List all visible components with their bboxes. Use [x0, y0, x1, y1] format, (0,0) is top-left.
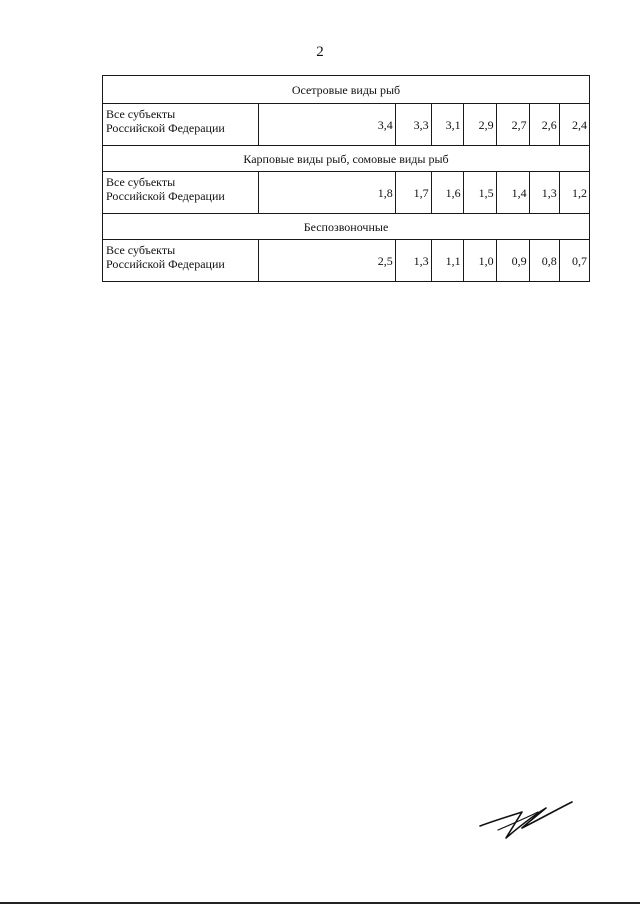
table-row [103, 104, 590, 146]
value-cell: 1,1 [431, 240, 463, 282]
page-bottom-edge [0, 902, 640, 904]
region-line: Российской Федерации [106, 189, 225, 203]
region-line: Все субъекты [106, 175, 176, 189]
value-cell: 1,5 [463, 172, 496, 214]
value-cell: 2,5 [258, 240, 395, 282]
region-line: Все субъекты [106, 243, 176, 257]
region-line: Российской Федерации [106, 257, 225, 271]
region-cell [103, 172, 259, 214]
value-cell: 0,8 [529, 240, 559, 282]
value-cell: 3,3 [395, 104, 431, 146]
value-cell: 0,9 [496, 240, 529, 282]
value-cell: 1,8 [258, 172, 395, 214]
section-title: Осетровые виды рыб [103, 76, 590, 104]
coefficients-table [102, 75, 590, 282]
section-title: Карповые виды рыб, сомовые виды рыб [103, 146, 590, 172]
value-cell: 1,4 [496, 172, 529, 214]
value-cell: 1,0 [463, 240, 496, 282]
section-header-row [103, 76, 590, 104]
value-cell: 1,7 [395, 172, 431, 214]
section-header-row [103, 146, 590, 172]
value-cell: 2,6 [529, 104, 559, 146]
region-cell [103, 104, 259, 146]
value-cell: 1,6 [431, 172, 463, 214]
region-line: Все субъекты [106, 107, 176, 121]
value-cell: 1,3 [529, 172, 559, 214]
value-cell: 3,4 [258, 104, 395, 146]
table-row [103, 172, 590, 214]
signature [476, 790, 576, 850]
section-header-row [103, 214, 590, 240]
value-cell: 2,9 [463, 104, 496, 146]
value-cell: 2,4 [559, 104, 589, 146]
value-cell: 2,7 [496, 104, 529, 146]
page-number: 2 [316, 44, 324, 60]
value-cell: 0,7 [559, 240, 589, 282]
table-row [103, 240, 590, 282]
value-cell: 1,3 [395, 240, 431, 282]
section-title: Беспозвоночные [103, 214, 590, 240]
region-line: Российской Федерации [106, 121, 225, 135]
value-cell: 1,2 [559, 172, 589, 214]
region-cell [103, 240, 259, 282]
value-cell: 3,1 [431, 104, 463, 146]
